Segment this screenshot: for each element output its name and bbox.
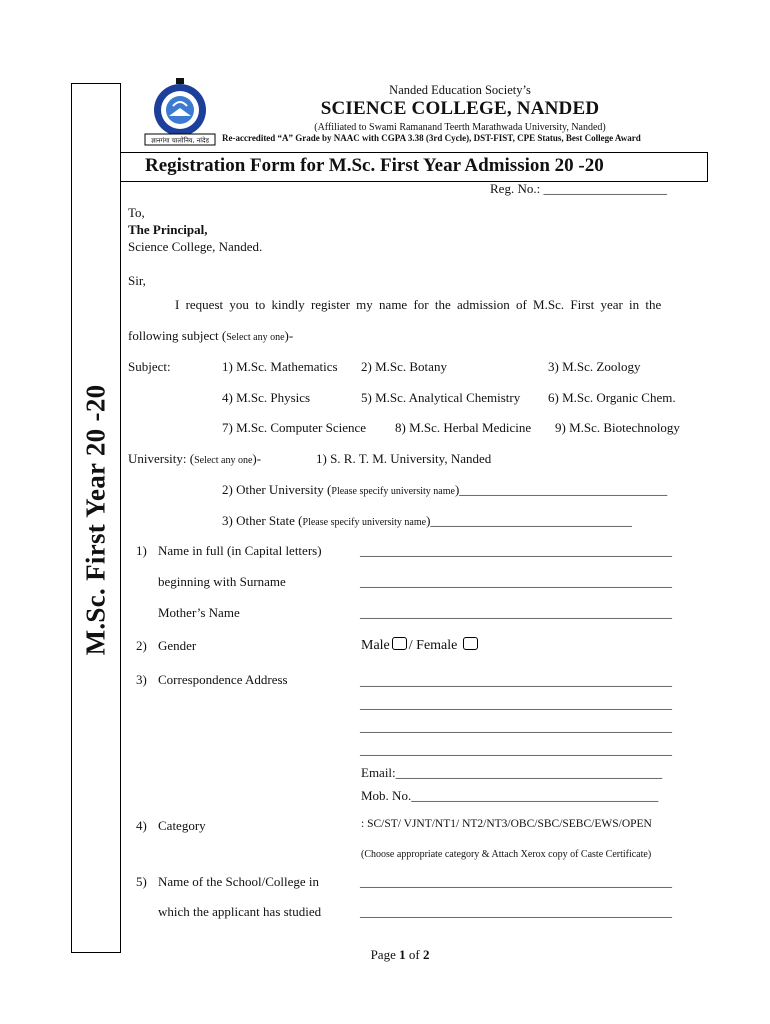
- subject-option[interactable]: 4) M.Sc. Physics: [222, 390, 311, 405]
- college-logo: [143, 78, 217, 148]
- form-title: Registration Form for M.Sc. First Year Admission 20 -20: [145, 155, 604, 176]
- address-line[interactable]: ________________________________________________: [360, 719, 672, 734]
- university-option-other[interactable]: 2) Other University (Please specify university name)________________________________: [222, 482, 668, 497]
- request-text: I request you to kindly register my name for the admission of M.Sc. First year in the: [175, 297, 662, 312]
- salutation: Sir,: [128, 273, 146, 288]
- accreditation-text: Re-accredited “A” Grade by NAAC with CGPA 3.38 (3rd Cycle), DST-FIST, CPE Status, Best College Award: [222, 133, 641, 143]
- email-field[interactable]: Email:_________________________________________: [361, 765, 663, 780]
- surname-label: beginning with Surname: [158, 574, 286, 589]
- subject-option[interactable]: 2) M.Sc. Botany: [361, 359, 447, 374]
- subject-option[interactable]: 7) M.Sc. Computer Science: [222, 420, 367, 435]
- mother-name-label: Mother’s Name: [158, 605, 240, 620]
- female-checkbox[interactable]: [463, 637, 478, 650]
- school-label: Name of the School/College in: [158, 874, 320, 889]
- subject-option[interactable]: 6) M.Sc. Organic Chem.: [548, 390, 676, 405]
- subject-option[interactable]: 3) M.Sc. Zoology: [548, 359, 641, 374]
- address-line[interactable]: ________________________________________________: [360, 673, 672, 688]
- q3-number: 3): [136, 672, 147, 687]
- address-line[interactable]: ________________________________________________: [360, 696, 672, 711]
- subject-option[interactable]: 1) M.Sc. Mathematics: [222, 359, 338, 374]
- address-line[interactable]: ________________________________________________: [360, 742, 672, 757]
- school-label-cont: which the applicant has studied: [158, 904, 322, 919]
- subject-option[interactable]: 8) M.Sc. Herbal Medicine: [395, 420, 532, 435]
- side-label: M.Sc. First Year 20 -20: [80, 384, 111, 656]
- q5-number: 5): [136, 874, 147, 889]
- subject-option[interactable]: 9) M.Sc. Biotechnology: [555, 420, 680, 435]
- college-name: SCIENCE COLLEGE, NANDED: [320, 98, 600, 119]
- address-label: Correspondence Address: [158, 672, 288, 687]
- subject-option[interactable]: 5) M.Sc. Analytical Chemistry: [361, 390, 521, 405]
- name-field[interactable]: ________________________________________________: [360, 543, 672, 558]
- university-label: University: (Select any one)-: [128, 451, 262, 466]
- affiliation-text: (Affiliated to Swami Ramanand Teerth Marathwada University, Nanded): [314, 122, 606, 133]
- society-name: Nanded Education Society’s: [389, 83, 531, 97]
- university-option-other-state[interactable]: 3) Other State (Please specify university name)_______________________________: [222, 513, 632, 528]
- category-options[interactable]: : SC/ST/ VJNT/NT1/ NT2/NT3/OBC/SBC/SEBC/EWS/OPEN: [361, 818, 652, 830]
- q4-number: 4): [136, 818, 147, 833]
- college-line: Science College, Nanded.: [128, 239, 263, 254]
- female-label: / Female: [408, 638, 458, 653]
- gender-options: [361, 637, 480, 654]
- page-number: Page 1 of 2: [370, 947, 430, 962]
- principal-line: The Principal,: [128, 222, 208, 237]
- name-label: Name in full (in Capital letters): [158, 543, 322, 558]
- following-text: following subject (Select any one)-: [128, 328, 294, 343]
- q2-number: 2): [136, 638, 147, 653]
- reg-no-field[interactable]: Reg. No.: ___________________: [490, 181, 667, 196]
- surname-field[interactable]: ________________________________________________: [360, 574, 672, 589]
- q1-number: 1): [136, 543, 147, 558]
- category-note: (Choose appropriate category & Attach Xerox copy of Caste Certificate): [361, 849, 652, 860]
- mobile-field[interactable]: Mob. No.______________________________________: [361, 788, 659, 803]
- to-line: To,: [128, 205, 145, 220]
- school-field-cont[interactable]: ________________________________________________: [360, 904, 672, 919]
- subject-label: Subject:: [128, 359, 171, 374]
- school-field[interactable]: ________________________________________________: [360, 874, 672, 889]
- university-option-srtm[interactable]: 1) S. R. T. M. University, Nanded: [316, 451, 492, 466]
- male-label: Male: [361, 638, 390, 653]
- mother-name-field[interactable]: ________________________________________________: [360, 605, 672, 620]
- gender-label: Gender: [158, 638, 197, 653]
- category-label: Category: [158, 818, 206, 833]
- male-checkbox[interactable]: [392, 637, 407, 650]
- svg-text:ज्ञानगंगा चालोनिय, नांदेड: ज्ञानगंगा चालोनिय, नांदेड: [151, 136, 209, 145]
